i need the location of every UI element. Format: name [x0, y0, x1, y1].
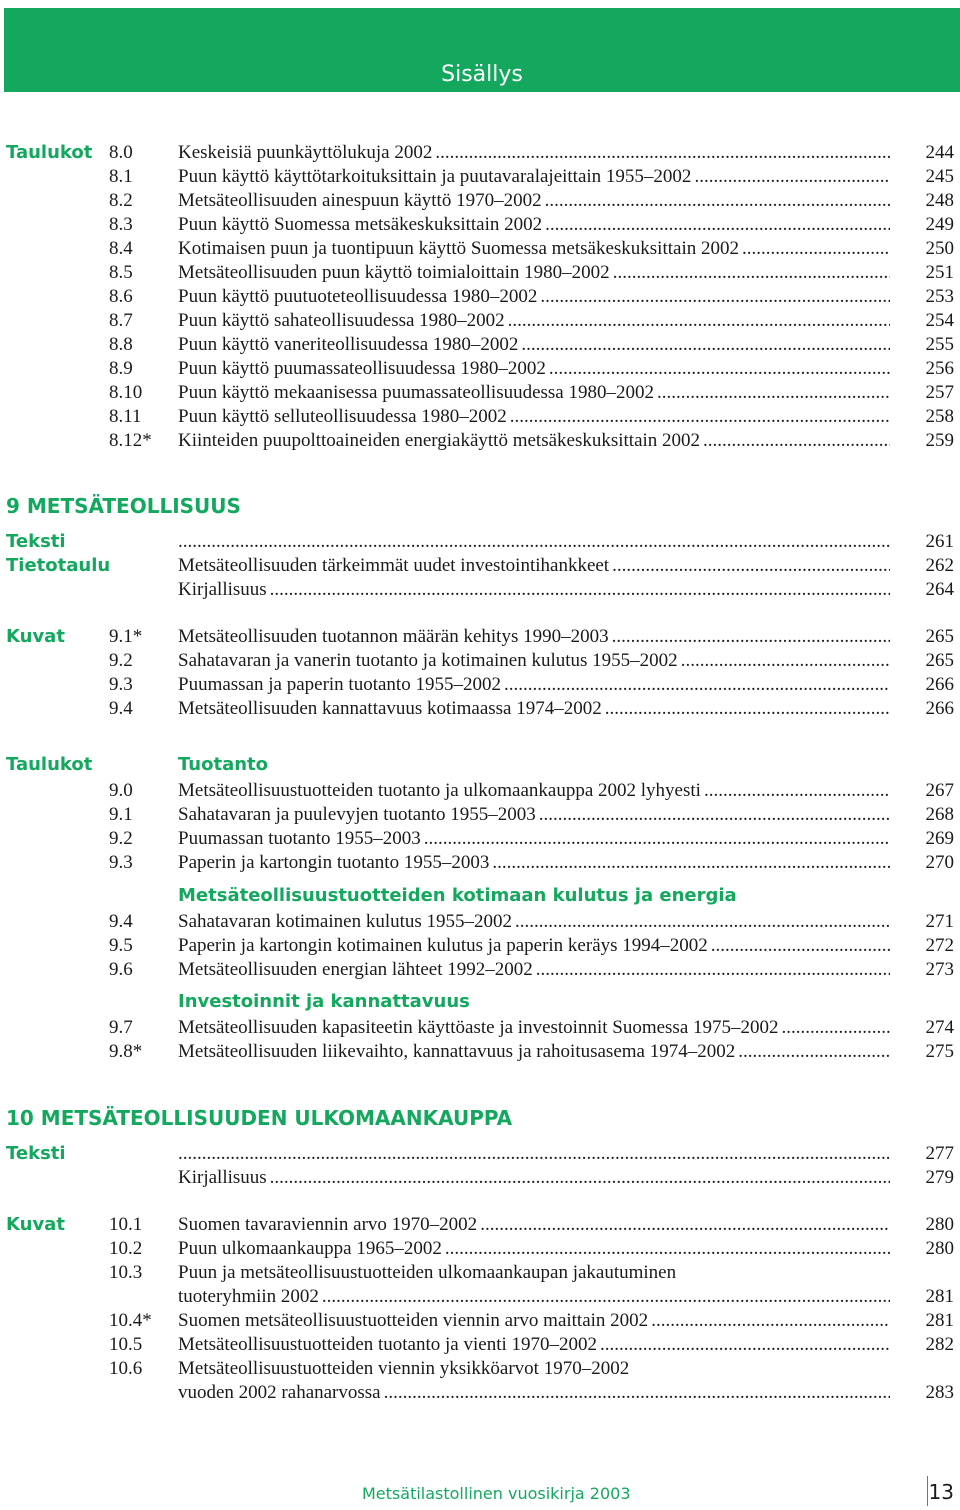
toc-entry[interactable]	[0, 189, 960, 213]
entry-title: Metsäteollisuuden tuotannon määrän kehitys 1990–2003	[178, 626, 609, 647]
entry-number: 9.4	[109, 698, 133, 719]
entry-title: Puun käyttö Suomessa metsäkeskuksittain 2002	[178, 214, 543, 235]
toc-category	[0, 753, 960, 777]
entry-title: Metsäteollisuuden liikevaihto, kannattavuus ja rahoitusasema 1974–2002	[178, 1041, 736, 1062]
leader-dots	[546, 357, 890, 381]
entry-title: Metsäteollisuuden puun käyttö toimialoittain 1980–2002	[178, 262, 610, 283]
leader-dots	[678, 649, 890, 673]
entry-number: 8.7	[109, 310, 133, 331]
section-heading: 10 METSÄTEOLLISUUDEN ULKOMAANKAUPPA	[6, 1106, 513, 1130]
category-label: Kuvat	[6, 626, 65, 647]
toc-entry[interactable]	[0, 1237, 960, 1261]
publication-title: Metsätilastollinen vuosikirja 2003	[362, 1484, 631, 1503]
leader-dots	[701, 779, 890, 803]
leader-dots	[477, 1213, 890, 1237]
entry-number: 9.2	[109, 828, 133, 849]
leader-dots	[609, 554, 890, 578]
entry-number: 10.1	[109, 1214, 143, 1235]
entry-title: Puumassan ja paperin tuotanto 1955–2002	[178, 674, 501, 695]
entry-title: Paperin ja kartongin tuotanto 1955–2003	[178, 852, 490, 873]
entry-title: Sahatavaran ja vanerin tuotanto ja kotimainen kulutus 1955–2002	[178, 650, 678, 671]
entry-number: 8.0	[109, 142, 133, 163]
leader-dots	[700, 429, 890, 453]
entry-title: Metsäteollisuustuotteiden viennin yksikköarvot 1970–2002	[178, 1358, 630, 1379]
toc-entry[interactable]	[0, 1016, 960, 1040]
toc-entry[interactable]	[0, 1040, 960, 1064]
toc-entry[interactable]	[0, 779, 960, 803]
toc-entry[interactable]	[0, 357, 960, 381]
category-label: Taulukot	[6, 754, 93, 775]
leader-dots	[739, 237, 890, 261]
toc-entry[interactable]	[0, 237, 960, 261]
leader-dots	[536, 803, 890, 827]
leader-dots	[708, 934, 890, 958]
entry-title: Puumassan tuotanto 1955–2003	[178, 828, 421, 849]
entry-number: 9.1*	[109, 626, 143, 647]
group-heading: Metsäteollisuustuotteiden kotimaan kulutus ja energia	[178, 885, 737, 906]
entry-title: Puun käyttö puutuoteteollisuudessa 1980–2002	[178, 286, 538, 307]
entry-page: 262	[925, 555, 954, 576]
toc-entry[interactable]	[0, 958, 960, 982]
leader-dots	[518, 333, 890, 357]
entry-title: Kotimaisen puun ja tuontipuun käyttö Suomessa metsäkeskuksittain 2002	[178, 238, 739, 259]
entry-number: 8.12*	[109, 430, 152, 451]
entry-page: 253	[925, 286, 954, 307]
toc-entry[interactable]	[0, 213, 960, 237]
toc-entry[interactable]	[0, 141, 960, 165]
toc-entry[interactable]	[0, 578, 960, 602]
toc-entry[interactable]	[0, 649, 960, 673]
entry-number: 9.3	[109, 674, 133, 695]
page-title: Sisällys	[441, 62, 523, 87]
leader-dots	[501, 673, 890, 697]
leader-dots	[319, 1285, 890, 1309]
entry-page: 257	[925, 382, 954, 403]
leader-dots	[609, 625, 890, 649]
entry-title: Suomen metsäteollisuustuotteiden viennin arvo maittain 2002	[178, 1310, 649, 1331]
entry-page: 264	[925, 579, 954, 600]
entry-page: 283	[925, 1382, 954, 1403]
entry-page: 250	[925, 238, 954, 259]
toc-entry[interactable]	[0, 333, 960, 357]
leader-dots	[533, 958, 890, 982]
group-heading: Investoinnit ja kannattavuus	[178, 991, 470, 1012]
leader-dots	[602, 697, 890, 721]
entry-page: 259	[925, 430, 954, 451]
toc-entry[interactable]	[0, 530, 960, 554]
toc-entry[interactable]	[0, 309, 960, 333]
entry-title: Kirjallisuus	[178, 579, 267, 600]
leader-dots	[442, 1237, 890, 1261]
entry-number: 9.8*	[109, 1041, 143, 1062]
entry-title: Sahatavaran kotimainen kulutus 1955–2002	[178, 911, 513, 932]
entry-title: Metsäteollisuuden kapasiteetin käyttöaste ja investoinnit Suomessa 1975–2002	[178, 1017, 779, 1038]
leader-dots	[267, 1166, 890, 1190]
entry-title: Kirjallisuus	[178, 1167, 267, 1188]
entry-page: 261	[925, 531, 954, 552]
leader-dots	[507, 405, 890, 429]
page-number: 13	[928, 1480, 954, 1504]
entry-page: 271	[925, 911, 954, 932]
group-heading: Tuotanto	[178, 754, 269, 775]
entry-page: 274	[925, 1017, 954, 1038]
entry-number: 8.3	[109, 214, 133, 235]
entry-number: 9.0	[109, 780, 133, 801]
leader-dots	[537, 285, 890, 309]
leader-dots	[542, 189, 890, 213]
toc-entry[interactable]	[0, 381, 960, 405]
entry-title: Sahatavaran ja puulevyjen tuotanto 1955–2003	[178, 804, 536, 825]
leader-dots	[610, 261, 890, 285]
leader-dots	[542, 213, 890, 237]
entry-title: Puun ja metsäteollisuustuotteiden ulkomaankaupan jakautuminen	[178, 1262, 677, 1283]
leader-dots	[735, 1040, 890, 1064]
entry-number: 9.1	[109, 804, 133, 825]
toc-entry[interactable]	[0, 1309, 960, 1333]
entry-page: 280	[925, 1238, 954, 1259]
entry-number: 8.8	[109, 334, 133, 355]
toc-entry[interactable]	[0, 1261, 960, 1285]
entry-page: 277	[925, 1143, 954, 1164]
entry-title: Metsäteollisuuden tärkeimmät uudet investointihankkeet	[178, 555, 610, 576]
entry-title-continued: tuoteryhmiin 2002	[178, 1286, 319, 1307]
toc-entry[interactable]	[0, 673, 960, 697]
entry-number: 10.5	[109, 1334, 143, 1355]
leader-dots	[421, 827, 890, 851]
entry-title: Metsäteollisuustuotteiden tuotanto ja ulkomaankauppa 2002 lyhyesti	[178, 780, 701, 801]
leader-dots	[597, 1333, 890, 1357]
category-label: Teksti	[6, 531, 66, 552]
entry-number: 9.6	[109, 959, 133, 980]
leader-dots	[654, 381, 890, 405]
entry-number: 9.4	[109, 911, 133, 932]
entry-number: 10.3	[109, 1262, 143, 1283]
leader-dots	[432, 141, 890, 165]
leader-dots	[691, 165, 890, 189]
entry-page: 251	[925, 262, 954, 283]
entry-number: 8.5	[109, 262, 133, 283]
entry-title: Puun käyttö mekaanisessa puumassateollisuudessa 1980–2002	[178, 382, 654, 403]
leader-dots	[381, 1381, 890, 1405]
entry-number: 8.1	[109, 166, 133, 187]
leader-dots	[505, 309, 890, 333]
entry-title: Puun käyttö selluteollisuudessa 1980–2002	[178, 406, 507, 427]
entry-title: Suomen tavaraviennin arvo 1970–2002	[178, 1214, 478, 1235]
entry-page: 266	[925, 674, 954, 695]
entry-number: 8.4	[109, 238, 133, 259]
entry-title-continued: vuoden 2002 rahanarvossa	[178, 1382, 381, 1403]
entry-number: 8.10	[109, 382, 143, 403]
entry-page: 266	[925, 698, 954, 719]
toc-entry-continuation[interactable]	[0, 1285, 960, 1309]
entry-page: 265	[925, 626, 954, 647]
toc-entry[interactable]	[0, 697, 960, 721]
leader-dots	[648, 1309, 890, 1333]
entry-page: 270	[925, 852, 954, 873]
entry-page: 249	[925, 214, 954, 235]
toc-entry[interactable]	[0, 851, 960, 875]
entry-number: 10.2	[109, 1238, 143, 1259]
entry-page: 254	[925, 310, 954, 331]
leader-dots	[267, 578, 890, 602]
leader-dots	[779, 1016, 890, 1040]
entry-page: 248	[925, 190, 954, 211]
leader-dots	[512, 910, 890, 934]
toc-entry[interactable]	[0, 429, 960, 453]
entry-number: 8.9	[109, 358, 133, 379]
toc-entry[interactable]	[0, 1213, 960, 1237]
category-label: Taulukot	[6, 142, 93, 163]
leader-dots	[178, 530, 890, 554]
entry-title: Puun käyttö vaneriteollisuudessa 1980–2002	[178, 334, 519, 355]
entry-title: Metsäteollisuuden energian lähteet 1992–2002	[178, 959, 533, 980]
entry-page: 268	[925, 804, 954, 825]
entry-number: 8.2	[109, 190, 133, 211]
toc-entry[interactable]	[0, 803, 960, 827]
entry-title: Keskeisiä puunkäyttölukuja 2002	[178, 142, 433, 163]
category-label: Kuvat	[6, 1214, 65, 1235]
entry-number: 8.11	[109, 406, 142, 427]
entry-title: Puun käyttö käyttötarkoituksittain ja puutavaralajeittain 1955–2002	[178, 166, 692, 187]
toc-entry[interactable]	[0, 1166, 960, 1190]
entry-page: 281	[925, 1286, 954, 1307]
toc-entry[interactable]	[0, 910, 960, 934]
toc-entry[interactable]	[0, 625, 960, 649]
entry-page: 244	[925, 142, 954, 163]
entry-page: 281	[925, 1310, 954, 1331]
entry-number: 9.3	[109, 852, 133, 873]
entry-page: 272	[925, 935, 954, 956]
entry-page: 255	[925, 334, 954, 355]
page-header-bar	[4, 8, 960, 92]
entry-number: 9.2	[109, 650, 133, 671]
toc-entry[interactable]	[0, 261, 960, 285]
entry-title: Puun ulkomaankauppa 1965–2002	[178, 1238, 442, 1259]
entry-title: Metsäteollisuustuotteiden tuotanto ja vienti 1970–2002	[178, 1334, 598, 1355]
toc-entry[interactable]	[0, 554, 960, 578]
entry-title: Metsäteollisuuden ainespuun käyttö 1970–2002	[178, 190, 542, 211]
entry-page: 256	[925, 358, 954, 379]
entry-page: 269	[925, 828, 954, 849]
entry-title: Kiinteiden puupolttoaineiden energiakäyttö metsäkeskuksittain 2002	[178, 430, 701, 451]
section-heading: 9 METSÄTEOLLISUUS	[6, 494, 241, 518]
entry-title: Paperin ja kartongin kotimainen kulutus ja paperin keräys 1994–2002	[178, 935, 708, 956]
toc-entry-continuation[interactable]	[0, 1381, 960, 1405]
entry-number: 8.6	[109, 286, 133, 307]
leader-dots	[489, 851, 890, 875]
entry-number: 10.6	[109, 1358, 143, 1379]
entry-title: Metsäteollisuuden kannattavuus kotimaassa 1974–2002	[178, 698, 602, 719]
entry-page: 265	[925, 650, 954, 671]
toc-entry[interactable]	[0, 165, 960, 189]
entry-page: 279	[925, 1167, 954, 1188]
category-label: Teksti	[6, 1143, 66, 1164]
entry-page: 245	[925, 166, 954, 187]
toc-entry[interactable]	[0, 285, 960, 309]
toc-entry[interactable]	[0, 934, 960, 958]
entry-title: Puun käyttö puumassateollisuudessa 1980–2002	[178, 358, 546, 379]
entry-number: 10.4*	[109, 1310, 152, 1331]
toc-entry[interactable]	[0, 1357, 960, 1381]
category-label: Tietotaulu	[6, 555, 111, 576]
entry-page: 258	[925, 406, 954, 427]
entry-page: 267	[925, 780, 954, 801]
entry-number: 9.5	[109, 935, 133, 956]
entry-page: 282	[925, 1334, 954, 1355]
entry-page: 273	[925, 959, 954, 980]
toc-entry[interactable]	[0, 405, 960, 429]
leader-dots	[178, 1142, 890, 1166]
toc-entry[interactable]	[0, 1142, 960, 1166]
toc-entry[interactable]	[0, 1333, 960, 1357]
entry-page: 280	[925, 1214, 954, 1235]
entry-page: 275	[925, 1041, 954, 1062]
toc-entry[interactable]	[0, 827, 960, 851]
entry-title: Puun käyttö sahateollisuudessa 1980–2002	[178, 310, 505, 331]
entry-number: 9.7	[109, 1017, 133, 1038]
